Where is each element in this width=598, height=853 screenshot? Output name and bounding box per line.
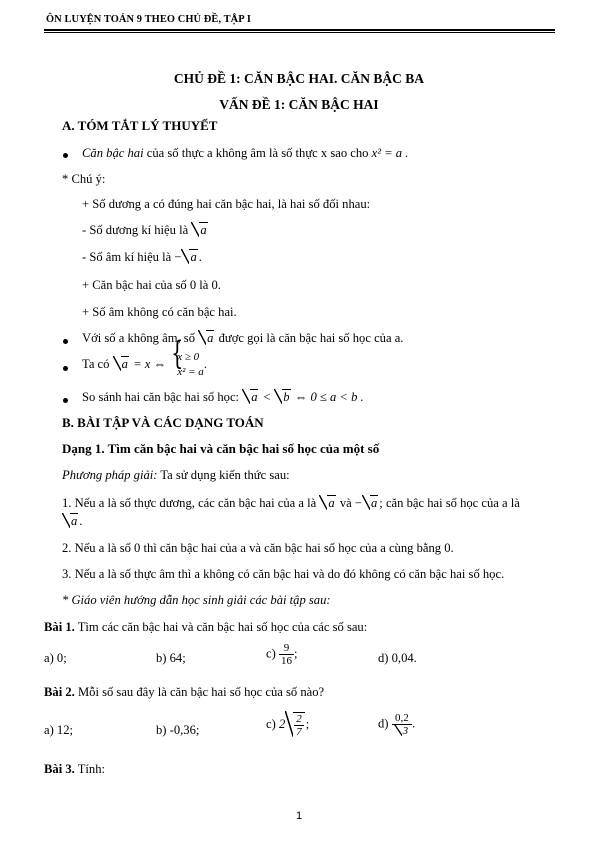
bai-1-label: Bài 1. [44, 620, 75, 634]
bai-2-d: d) $\frac{0,2}{3}$ . [378, 712, 416, 737]
problem-title: VẤN ĐỀ 1: CĂN BẬC HAI [219, 97, 379, 112]
note-3: - Số âm kí hiệu là − a . [82, 250, 202, 264]
def-formula: x² = a . [371, 146, 409, 160]
b2-post: được gọi là căn bậc hai số học của a. [218, 331, 404, 345]
method-3: 3. Nếu a là số thực âm thì a không có căn bậc hai và do đó không có căn bậc hai số học. [62, 567, 505, 581]
b2-pre: Với số a không âm, số [82, 331, 195, 345]
cond-2: x² = a [177, 366, 204, 378]
bai-2-b: b) -0,36; [156, 723, 200, 737]
bai-2-c: c) 2 $\frac{2}{7}$ ; [266, 713, 310, 738]
sqrt-a: a [319, 496, 335, 511]
section-a-heading: A. TÓM TẮT LÝ THUYẾT [62, 118, 218, 133]
bai-1-a: a) 0; [44, 651, 67, 665]
note-2-text: - Số dương kí hiệu là [82, 223, 189, 237]
sqrt-a: a [113, 357, 129, 372]
b4-pre: So sánh hai căn bậc hai số học: [82, 390, 240, 404]
fraction: $\frac{9}{16}$ [280, 642, 292, 667]
bai-2 [44, 685, 324, 700]
bullet [63, 339, 68, 344]
comparison-line: So sánh hai căn bậc hai số học: a < b ⇔ 0 ≤ a < b . [82, 390, 364, 404]
note-3-text: - Số âm kí hiệu là [82, 250, 172, 264]
bullet [63, 398, 68, 403]
sqrt-fraction: $\frac{2}{7}$ [285, 712, 305, 738]
sqrt-a: a [62, 514, 78, 529]
bai-3 [44, 762, 105, 777]
teacher-guide: * Giáo viên hướng dẫn học sinh giải các bài tập sau: [62, 593, 331, 607]
bai-3-text: Tính: [74, 762, 106, 776]
method-line [62, 468, 290, 483]
bai-2-text: Mỗi số sau đây là căn bậc hai số học của số nào? [74, 685, 325, 699]
b3-pre: Ta có [82, 356, 110, 371]
topic-title: CHỦ ĐỀ 1: CĂN BẬC HAI. CĂN BẬC BA [173, 71, 425, 86]
method-2: 2. Nếu a là số 0 thì căn bậc hai của a và căn bậc hai số học của a cùng bằng 0. [62, 541, 454, 555]
header-rule [44, 29, 555, 31]
method-1: 1. Nếu a là số thực dương, các căn bậc hai của a là a và − a ; căn bậc hai số học của a là [62, 496, 520, 510]
bullet [63, 153, 68, 158]
condition-brace [169, 350, 204, 380]
method-1-cont: a . [62, 514, 82, 529]
sqrt-b: b [274, 390, 290, 405]
fraction: $\frac{0,2}{3}$ [392, 712, 413, 737]
bai-2-d-label: d) [378, 716, 389, 731]
bai-1 [44, 620, 367, 635]
definition-line [82, 146, 408, 161]
def-text: của số thực a không âm là số thực x sao cho [143, 146, 372, 160]
bai-1-d: d) 0,04. [378, 651, 417, 665]
bai-1-c-label: c) [266, 646, 276, 661]
note-label: * Chú ý: [62, 172, 106, 186]
m1-c: ; căn bậc hai số học của a là [379, 496, 520, 510]
method-label: Phương pháp giải: [62, 468, 158, 482]
bai-1-c: c) $\frac{9}{16}$ ; [266, 642, 298, 667]
cond-1: { x ≥ 0 [177, 351, 200, 363]
sqrt-a: a [242, 390, 258, 405]
coef: 2 [278, 716, 286, 731]
b3-eq: = x ⇔ [133, 356, 167, 371]
bai-1-text: Tìm các căn bậc hai và căn bậc hai số học của các số sau: [74, 620, 368, 634]
note-1: + Số dương a có đúng hai căn bậc hai, là hai số đối nhau: [82, 197, 371, 211]
note-2 [82, 223, 209, 238]
section-b-heading: B. BÀI TẬP VÀ CÁC DẠNG TOÁN [62, 415, 264, 430]
page-number: 1 [296, 810, 303, 822]
neg-sqrt-a: a [181, 250, 197, 265]
bai-2-c-label: c) [266, 716, 276, 731]
b4-post: ⇔ 0 ≤ a < b . [294, 390, 364, 404]
neg-sqrt-a: a [362, 496, 378, 511]
def-term: Căn bậc hai [82, 146, 144, 160]
sqrt-a: a [198, 331, 214, 346]
m1-b: và [339, 496, 352, 510]
bai-2-a: a) 12; [44, 723, 74, 737]
note-5: + Số âm không có căn bậc hai. [82, 305, 237, 319]
method-text: Ta sử dụng kiến thức sau: [157, 468, 290, 482]
dang-1-title: Dạng 1. Tìm căn bậc hai và căn bậc hai số học của một số [62, 441, 380, 456]
m1-a: 1. Nếu a là số thực dương, các căn bậc hai của a là [62, 496, 317, 510]
bai-1-b: b) 64; [156, 651, 186, 665]
equivalence-line: Ta có a = x ⇔ { x ≥ 0 x² = a . [82, 350, 207, 380]
bai-2-label: Bài 2. [44, 685, 75, 699]
header-rule-thin [44, 32, 555, 33]
bullet [63, 366, 68, 371]
running-header: ÔN LUYỆN TOÁN 9 THEO CHỦ ĐỀ, TẬP I [46, 14, 252, 25]
note-4: + Căn bậc hai của số 0 là 0. [82, 278, 221, 292]
bai-3-label: Bài 3. [44, 762, 75, 776]
sqrt-a: a [191, 223, 207, 238]
principal-root-line [82, 331, 403, 346]
